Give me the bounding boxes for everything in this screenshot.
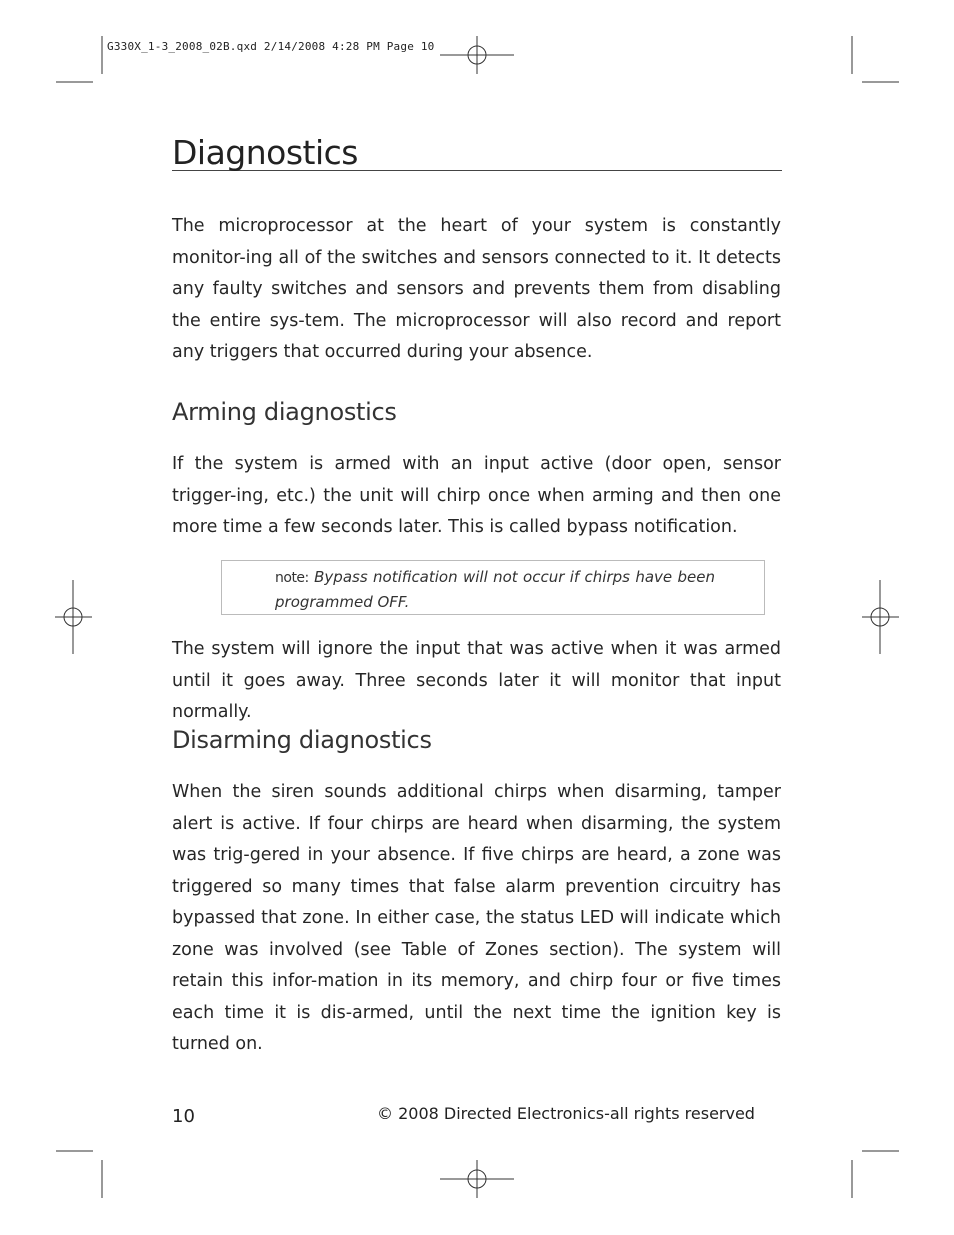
note-content	[275, 565, 715, 614]
page-title-block	[172, 128, 782, 171]
note-label: note:	[275, 570, 309, 586]
intro-paragraph: The microprocessor at the heart of your system is constantly monitor-ing all of the switches and sensors connected to it. It detects any faulty switches and sensors and prevents them from disabling the entire sys-tem. The microprocessor will also record and report any triggers that occurred during your absence.	[172, 216, 781, 362]
note-text: Bypass notification will not occur if chirps have been programmed OFF.	[275, 568, 715, 611]
arming-paragraph-1: If the system is armed with an input active (door open, sensor trigger-ing, etc.) the unit will chirp once when arming and then one more time a few seconds later. This is called bypass notification.	[172, 454, 781, 537]
copyright-notice: © 2008 Directed Electronics-all rights reserved	[377, 1104, 755, 1123]
arming-heading: Arming diagnostics	[172, 398, 397, 426]
disarming-paragraph: When the siren sounds additional chirps when disarming, tamper alert is active. If four chirps are heard when disarming, the system was trig-gered in your absence. If five chirps are heard, a zone was triggered so many times that false alarm prevention circuitry has bypassed that zone. In either case, the status LED will indicate which zone was involved (see Table of Zones section). The system will retain this infor-mation in its memory, and chirp four or five times each time it is dis-armed, until the next time the ignition key is turned on.	[172, 782, 781, 1054]
page-number: 10	[172, 1106, 195, 1127]
note-box	[221, 560, 765, 615]
disarming-heading: Disarming diagnostics	[172, 726, 432, 754]
print-slug: G330X_1-3_2008_02B.qxd 2/14/2008 4:28 PM Page 10	[107, 40, 435, 53]
page-title: Diagnostics	[172, 133, 358, 172]
arming-paragraph-2: The system will ignore the input that was active when it was armed until it goes away. Three seconds later it will monitor that input normally.	[172, 639, 781, 722]
